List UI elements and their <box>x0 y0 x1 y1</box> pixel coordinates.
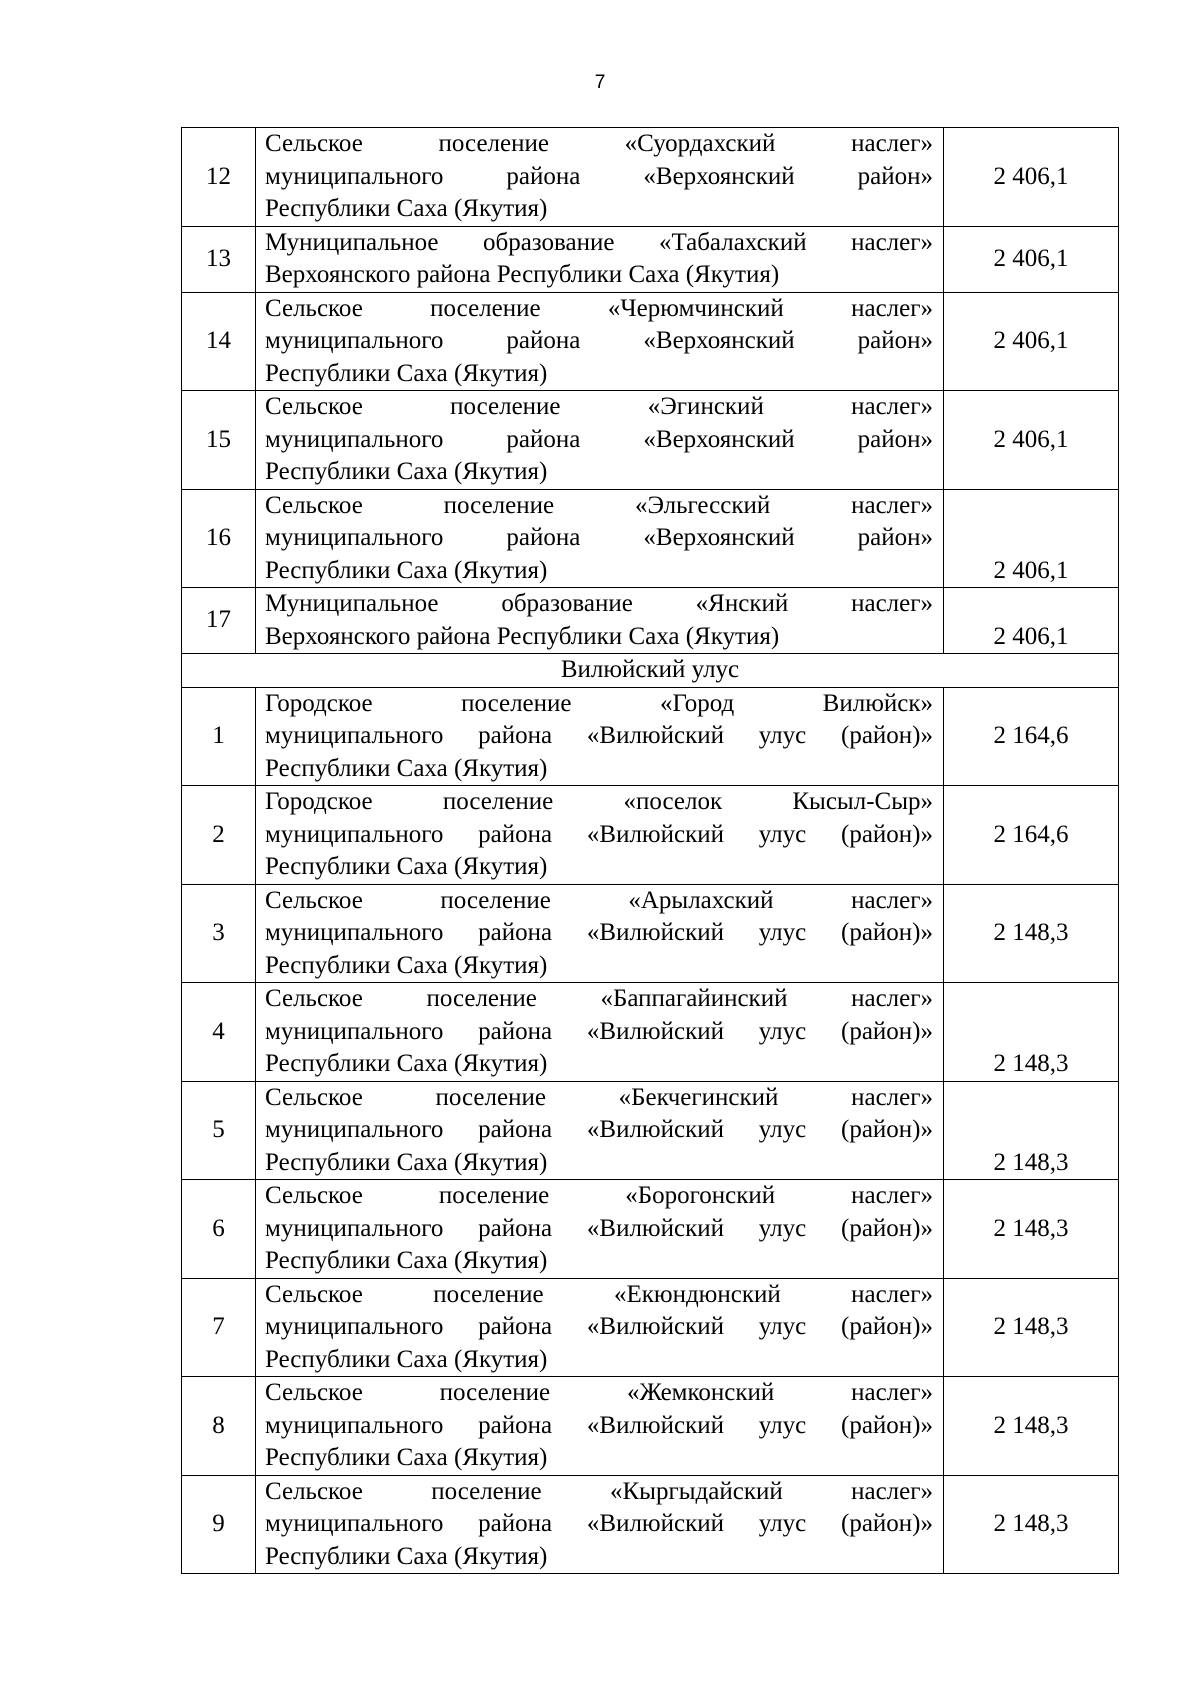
municipality-name: Сельское поселение «Баппагайинский наслег» муниципального района «Вилюйский улус (район)» Республики Саха (Якутия) <box>256 983 944 1082</box>
municipality-name: Сельское поселение «Жемконский наслег» муниципального района «Вилюйский улус (район)» Республики Саха (Якутия) <box>256 1377 944 1476</box>
municipality-name: Сельское поселение «Борогонский наслег» муниципального района «Вилюйский улус (район)» Республики Саха (Якутия) <box>256 1180 944 1279</box>
allocation-table <box>181 127 1119 1574</box>
row-number: 15 <box>182 391 256 490</box>
row-number: 4 <box>182 983 256 1082</box>
municipality-name: Сельское поселение «Екюндюнский наслег» муниципального района «Вилюйский улус (район)» Республики Саха (Якутия) <box>256 1278 944 1377</box>
table-row <box>182 983 1119 1082</box>
table-row <box>182 391 1119 490</box>
row-number: 17 <box>182 588 256 654</box>
amount-value: 2 406,1 <box>944 128 1119 227</box>
amount-value: 2 164,6 <box>944 786 1119 885</box>
row-number: 9 <box>182 1475 256 1574</box>
municipality-name: Муниципальное образование «Табалахский наслег» Верхоянского района Республики Саха (Якутия) <box>256 226 944 292</box>
amount-value: 2 406,1 <box>944 292 1119 391</box>
row-number: 8 <box>182 1377 256 1476</box>
table-row <box>182 1377 1119 1476</box>
municipality-name: Сельское поселение «Эгинский наслег» муниципального района «Верхоянский район» Республики Саха (Якутия) <box>256 391 944 490</box>
row-number: 7 <box>182 1278 256 1377</box>
amount-value: 2 148,3 <box>944 1180 1119 1279</box>
page-number: 7 <box>594 72 606 93</box>
row-number: 1 <box>182 687 256 786</box>
row-number: 2 <box>182 786 256 885</box>
municipality-name: Сельское поселение «Черюмчинский наслег» муниципального района «Верхоянский район» Республики Саха (Якутия) <box>256 292 944 391</box>
row-number: 5 <box>182 1081 256 1180</box>
municipality-name: Сельское поселение «Суордахский наслег» муниципального района «Верхоянский район» Республики Саха (Якутия) <box>256 128 944 227</box>
row-number: 3 <box>182 884 256 983</box>
table-row <box>182 1278 1119 1377</box>
amount-value: 2 406,1 <box>944 489 1119 588</box>
amount-value: 2 164,6 <box>944 687 1119 786</box>
table-row <box>182 128 1119 227</box>
amount-value: 2 148,3 <box>944 1377 1119 1476</box>
row-number: 16 <box>182 489 256 588</box>
row-number: 6 <box>182 1180 256 1279</box>
table-row <box>182 786 1119 885</box>
table-row <box>182 884 1119 983</box>
amount-value: 2 148,3 <box>944 1081 1119 1180</box>
table-row <box>182 226 1119 292</box>
section-title: Вилюйский улус <box>182 654 1119 688</box>
table-row <box>182 588 1119 654</box>
municipality-name: Городское поселение «поселок Кысыл-Сыр» муниципального района «Вилюйский улус (район)» Республики Саха (Якутия) <box>256 786 944 885</box>
table-row <box>182 1475 1119 1574</box>
amount-value: 2 406,1 <box>944 588 1119 654</box>
row-number: 12 <box>182 128 256 227</box>
municipality-name: Сельское поселение «Арылахский наслег» муниципального района «Вилюйский улус (район)» Республики Саха (Якутия) <box>256 884 944 983</box>
municipality-name: Сельское поселение «Кыргыдайский наслег» муниципального района «Вилюйский улус (район)» Республики Саха (Якутия) <box>256 1475 944 1574</box>
amount-value: 2 148,3 <box>944 1278 1119 1377</box>
municipality-name: Сельское поселение «Бекчегинский наслег» муниципального района «Вилюйский улус (район)» Республики Саха (Якутия) <box>256 1081 944 1180</box>
amount-value: 2 148,3 <box>944 983 1119 1082</box>
municipality-name: Городское поселение «Город Вилюйск» муниципального района «Вилюйский улус (район)» Республики Саха (Якутия) <box>256 687 944 786</box>
municipality-name: Сельское поселение «Эльгесский наслег» муниципального района «Верхоянский район» Республики Саха (Якутия) <box>256 489 944 588</box>
section-heading-row <box>182 654 1119 688</box>
table-row <box>182 687 1119 786</box>
amount-value: 2 406,1 <box>944 391 1119 490</box>
table-row <box>182 489 1119 588</box>
row-number: 14 <box>182 292 256 391</box>
amount-value: 2 148,3 <box>944 884 1119 983</box>
table-row <box>182 292 1119 391</box>
amount-value: 2 406,1 <box>944 226 1119 292</box>
amount-value: 2 148,3 <box>944 1475 1119 1574</box>
municipality-name: Муниципальное образование «Янский наслег» Верхоянского района Республики Саха (Якутия) <box>256 588 944 654</box>
table-row <box>182 1081 1119 1180</box>
table-row <box>182 1180 1119 1279</box>
row-number: 13 <box>182 226 256 292</box>
